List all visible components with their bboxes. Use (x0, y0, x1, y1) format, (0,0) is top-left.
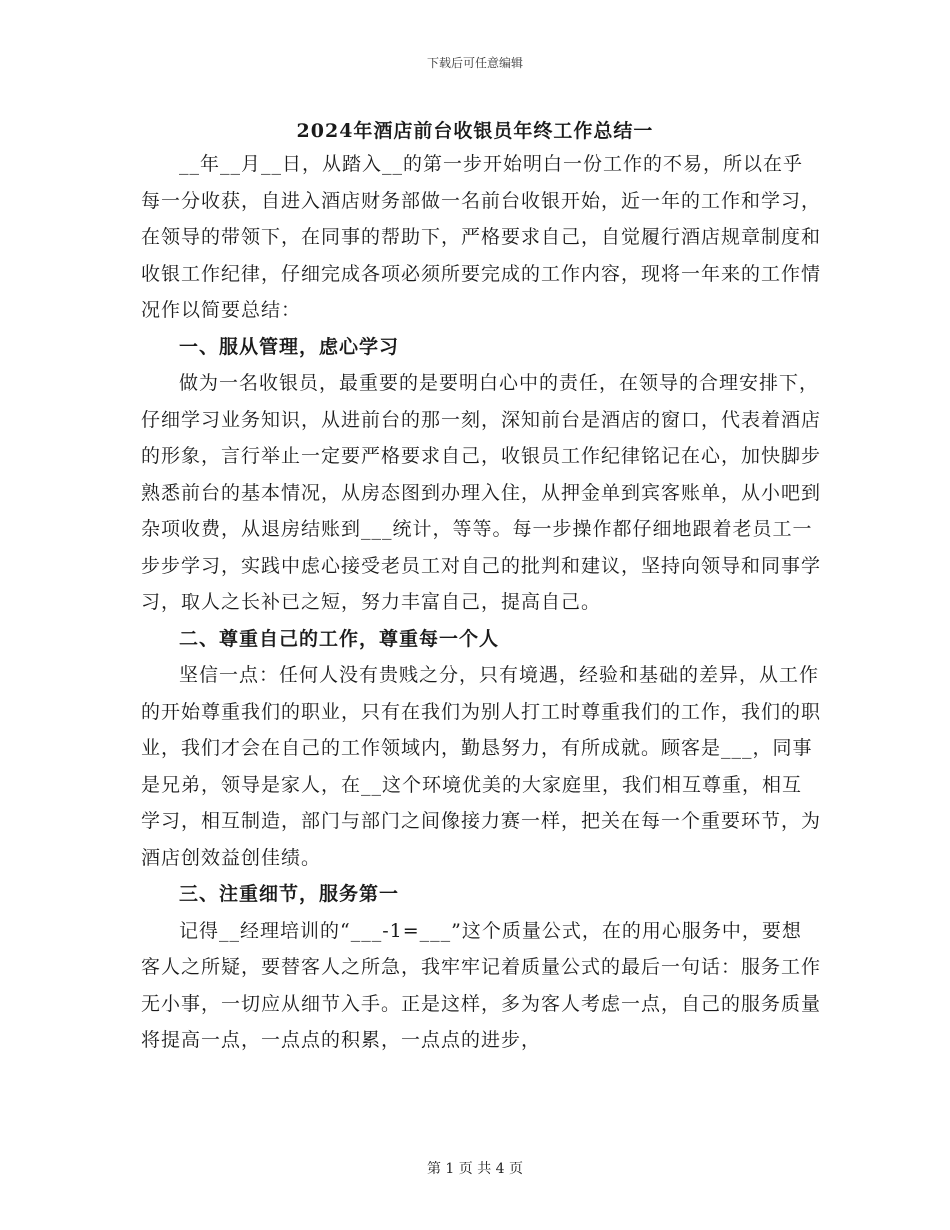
header-note: 下载后可任意编辑 (426, 56, 523, 70)
document-body (141, 146, 821, 1059)
document-title: 2024年酒店前台收银员年终工作总结一 (296, 120, 654, 142)
section-heading-3: 三、注重细节，服务第一 (179, 883, 400, 905)
paragraph-intro: __年__月__日，从踏入__的第一步开始明白一份工作的不易，所以在乎每一分收获，自进入酒店财务部做一名前台收银开始，近一年的工作和学习，在领导的带领下，在同事的帮助下，严格要求自己，自觉履行酒店规章制度和收银工作纪律，仔细完成各项必须所要完成的工作内容，现将一年来的工作情况作以简要总结： (141, 153, 822, 321)
paragraph-section-1: 做为一名收银员，最重要的是要明白心中的责任，在领导的合理安排下，仔细学习业务知识，从进前台的那一刻，深知前台是酒店的窗口，代表着酒店的形象，言行举止一定要严格要求自己，收银员工作纪律铭记在心，加快脚步熟悉前台的基本情况，从房态图到办理入住，从押金单到宾客账单，从小吧到杂项收费，从退房结账到___统计，等等。每一步操作都仔细地跟着老员工一步步学习，实践中虑心接受老员工对自己的批判和建议，坚持向领导和同事学习，取人之长补已之短，努力丰富自己，提高自己。 (141, 372, 822, 613)
section-heading-1: 一、服从管理，虑心学习 (179, 335, 400, 358)
paragraph-section-3: 记得__经理培训的“___-1=___”这个质量公式，在的用心服务中，要想客人之所疑，要替客人之所急，我牢牢记着质量公式的最后一句话：服务工作无小事，一切应从细节入手。正是这样，多为客人考虑一点，自己的服务质量将提高一点，一点点的积累，一点点的进步， (141, 919, 822, 1051)
section-heading-2: 二、尊重自己的工作，尊重每一个人 (179, 627, 500, 650)
paragraph-section-2: 坚信一点：任何人没有贵贱之分，只有境遇，经验和基础的差异，从工作的开始尊重我们的职业，只有在我们为别人打工时尊重我们的工作，我们的职业，我们才会在自己的工作领域内，勤恳努力，有所成就。顾客是___，同事是兄弟，领导是家人，在__这个环境优美的大家庭里，我们相互尊重，相互学习，相互制造，部门与部门之间像接力赛一样，把关在每一个重要环节，为酒店创效益创佳绩。 (141, 664, 822, 869)
page-number: 第 1 页 共 4 页 (426, 1161, 524, 1177)
